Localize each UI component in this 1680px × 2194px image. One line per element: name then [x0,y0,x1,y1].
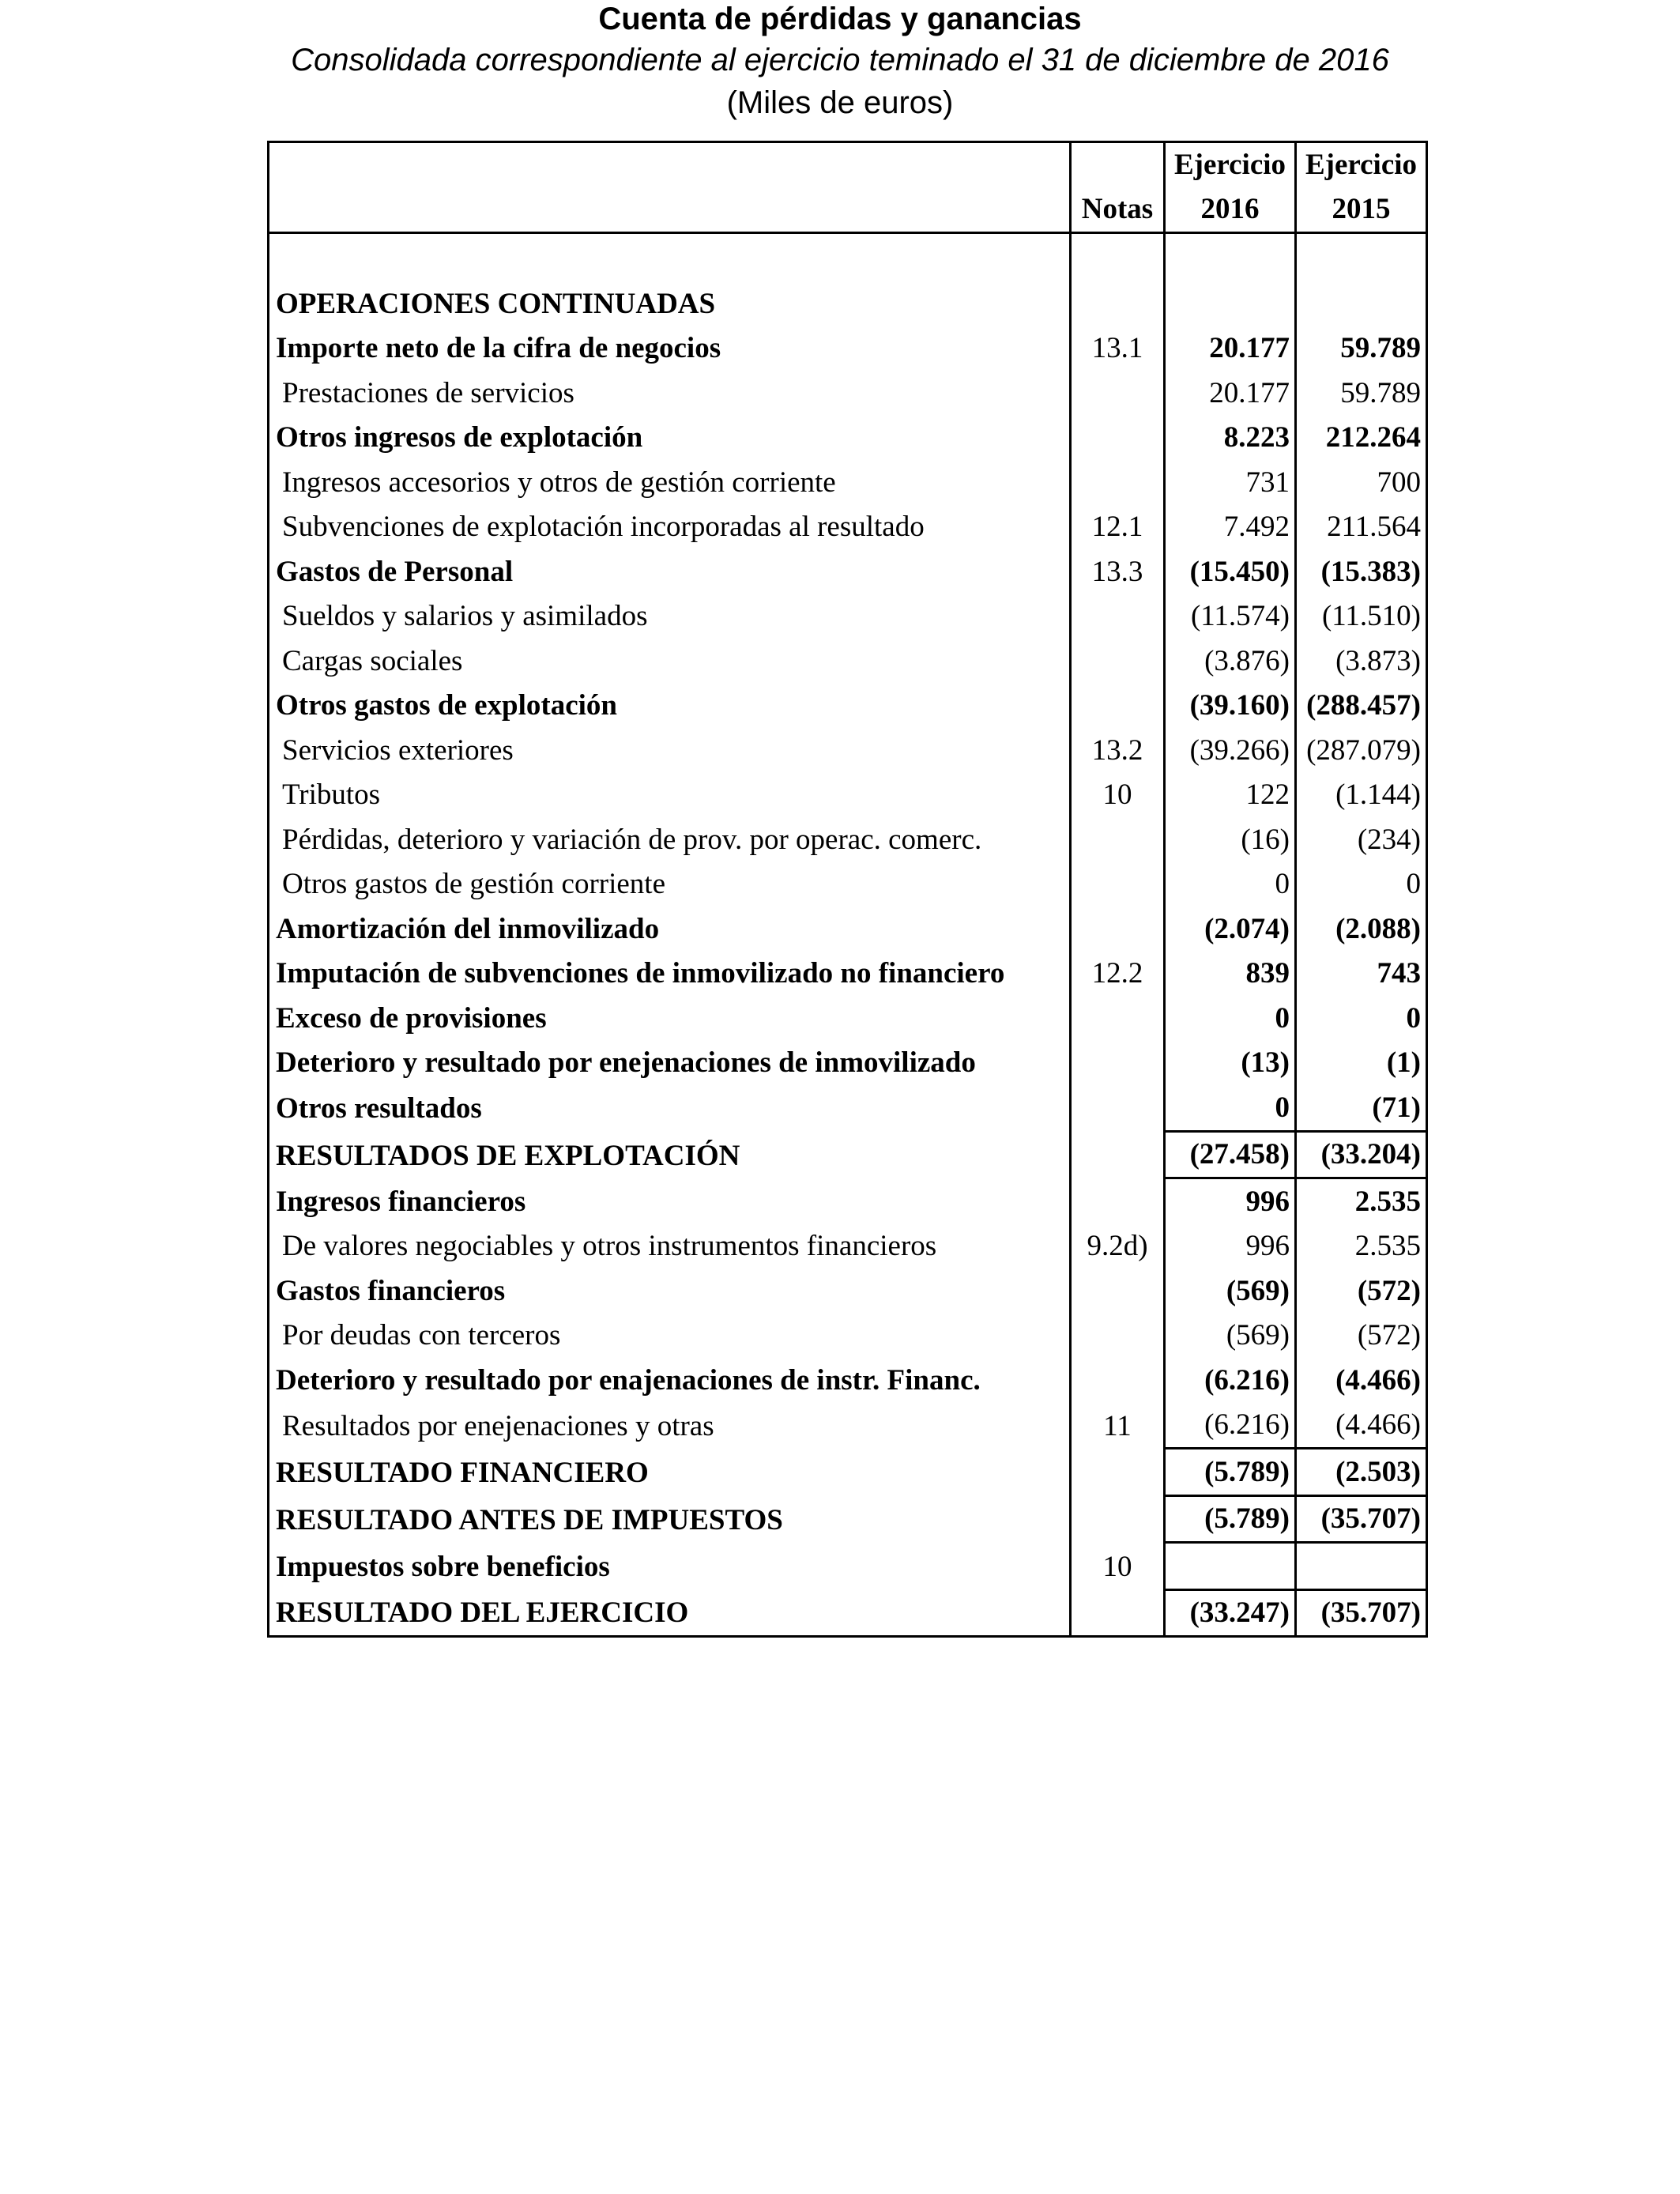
row-value-2016: (13) [1165,1041,1296,1086]
row-notas [1071,281,1165,326]
row-notas: 10 [1071,773,1165,818]
row-label: Subvenciones de explotación incorporadas al resultado [269,505,1071,550]
row-value-2015: 743 [1296,952,1427,997]
row-value-2016: 8.223 [1165,416,1296,461]
header-label-cell [269,142,1071,233]
row-value-2016: (6.216) [1165,1403,1296,1449]
row-value-2016: 996 [1165,1224,1296,1269]
table-row [269,505,1427,550]
row-value-2016: (3.876) [1165,639,1296,684]
table-row [269,728,1427,773]
row-value-2016: (15.450) [1165,549,1296,594]
row-value-2016: (39.160) [1165,684,1296,729]
table-row [269,862,1427,907]
table-row [269,1224,1427,1269]
row-notas [1071,594,1165,639]
row-label: RESULTADO FINANCIERO [269,1449,1071,1496]
table-row [269,773,1427,818]
row-notas [1071,371,1165,416]
header-year-2016-bottom: 2016 [1200,193,1260,225]
row-value-2015: (287.079) [1296,728,1427,773]
row-value-2015: (4.466) [1296,1403,1427,1449]
table-row [269,1358,1427,1403]
row-value-2016: (5.789) [1165,1495,1296,1543]
row-notas [1071,1449,1165,1496]
row-value-2015: (11.510) [1296,594,1427,639]
row-value-2016: (11.574) [1165,594,1296,639]
table-row [269,416,1427,461]
table-row [269,1269,1427,1314]
row-value-2015: (15.383) [1296,549,1427,594]
row-notas [1071,1314,1165,1359]
row-label: Imputación de subvenciones de inmovilizado no financiero [269,952,1071,997]
row-notas [1071,416,1165,461]
row-label: Pérdidas, deterioro y variación de prov. por operac. comerc. [269,817,1071,862]
row-label: Exceso de provisiones [269,996,1071,1041]
row-value-2015: 211.564 [1296,505,1427,550]
row-label: Gastos de Personal [269,549,1071,594]
row-label: Sueldos y salarios y asimilados [269,594,1071,639]
header-year-2015 [1296,142,1427,233]
table-row [269,326,1427,371]
row-label: Resultados por enejenaciones y otras [269,1403,1071,1449]
table-row [269,281,1427,326]
table-row [269,996,1427,1041]
row-notas [1071,1178,1165,1224]
row-value-2015: (33.204) [1296,1131,1427,1178]
row-value-2016 [1165,281,1296,326]
row-label: Cargas sociales [269,639,1071,684]
row-value-2015: (572) [1296,1269,1427,1314]
table-row [269,639,1427,684]
table-row [269,1314,1427,1359]
row-value-2015: (35.707) [1296,1495,1427,1543]
table-row [269,1543,1427,1590]
header-notas [1071,142,1165,233]
table-row [269,684,1427,729]
row-value-2016: (39.266) [1165,728,1296,773]
row-notas: 13.1 [1071,326,1165,371]
table-header-row [269,142,1427,233]
row-label: Servicios exteriores [269,728,1071,773]
table-row [269,371,1427,416]
row-notas [1071,639,1165,684]
row-label: Ingresos financieros [269,1178,1071,1224]
table-row [269,1403,1427,1449]
subtotal-row [269,1131,1427,1178]
row-value-2016: (2.074) [1165,907,1296,952]
row-value-2015: (3.873) [1296,639,1427,684]
row-notas [1071,907,1165,952]
statement-units: (Miles de euros) [726,85,954,120]
row-value-2015: 0 [1296,996,1427,1041]
row-notas: 13.2 [1071,728,1165,773]
row-value-2016: 731 [1165,460,1296,505]
row-value-2015: (2.503) [1296,1449,1427,1496]
row-value-2016: 0 [1165,1085,1296,1131]
row-label: Prestaciones de servicios [269,371,1071,416]
row-value-2015: 59.789 [1296,326,1427,371]
row-value-2015: 59.789 [1296,371,1427,416]
row-value-2015: 0 [1296,862,1427,907]
row-value-2015: (234) [1296,817,1427,862]
income-statement-table [267,141,1428,1638]
table-row [269,460,1427,505]
row-value-2015: (572) [1296,1314,1427,1359]
row-value-2016: 996 [1165,1178,1296,1224]
row-value-2016: 20.177 [1165,326,1296,371]
row-label: Otros gastos de gestión corriente [269,862,1071,907]
row-value-2015 [1296,281,1427,326]
row-value-2016: (16) [1165,817,1296,862]
row-value-2015: (1.144) [1296,773,1427,818]
row-value-2016: 0 [1165,996,1296,1041]
row-value-2016: (27.458) [1165,1131,1296,1178]
statement-subtitle: Consolidada correspondiente al ejercicio teminado el 31 de diciembre de 2016 [291,43,1389,77]
row-value-2015 [1296,1543,1427,1590]
row-label: Ingresos accesorios y otros de gestión corriente [269,460,1071,505]
row-notas: 13.3 [1071,549,1165,594]
row-value-2016: (569) [1165,1269,1296,1314]
row-value-2015: (4.466) [1296,1358,1427,1403]
row-label: Deterioro y resultado por enejenaciones de inmovilizado [269,1041,1071,1086]
header-year-2016 [1165,142,1296,233]
row-notas [1071,1131,1165,1178]
row-notas [1071,1269,1165,1314]
row-notas [1071,460,1165,505]
table-row [269,817,1427,862]
row-value-2016: (33.247) [1165,1589,1296,1637]
table-row [269,549,1427,594]
row-notas: 10 [1071,1543,1165,1590]
row-value-2015: (71) [1296,1085,1427,1131]
row-label: Amortización del inmovilizado [269,907,1071,952]
row-notas [1071,684,1165,729]
table-row [269,594,1427,639]
row-value-2016: (6.216) [1165,1358,1296,1403]
row-label: Gastos financieros [269,1269,1071,1314]
row-label: De valores negociables y otros instrumentos financieros [269,1224,1071,1269]
row-notas [1071,1085,1165,1131]
total-row [269,1589,1427,1637]
row-label: Impuestos sobre beneficios [269,1543,1071,1590]
row-value-2016: (569) [1165,1314,1296,1359]
row-notas [1071,1041,1165,1086]
row-value-2015: (2.088) [1296,907,1427,952]
row-notas [1071,1589,1165,1637]
header-year-2015-bottom: 2015 [1332,193,1391,225]
row-label: RESULTADO DEL EJERCICIO [269,1589,1071,1637]
row-notas [1071,1495,1165,1543]
row-label: RESULTADO ANTES DE IMPUESTOS [269,1495,1071,1543]
row-notas [1071,1358,1165,1403]
row-value-2015: 212.264 [1296,416,1427,461]
row-value-2015: (1) [1296,1041,1427,1086]
row-notas [1071,817,1165,862]
row-notas: 11 [1071,1403,1165,1449]
row-value-2016 [1165,1543,1296,1590]
subtotal-row [269,1449,1427,1496]
row-value-2016: 0 [1165,862,1296,907]
row-notas [1071,862,1165,907]
row-label: Por deudas con terceros [269,1314,1071,1359]
table-row [269,952,1427,997]
row-label: Importe neto de la cifra de negocios [269,326,1071,371]
row-label: Otros ingresos de explotación [269,416,1071,461]
row-notas: 12.2 [1071,952,1165,997]
row-value-2016: 20.177 [1165,371,1296,416]
row-value-2015: (35.707) [1296,1589,1427,1637]
statement-title: Cuenta de pérdidas y ganancias [598,2,1082,36]
row-value-2015: 2.535 [1296,1178,1427,1224]
header-year-2015-top: Ejercicio [1305,149,1418,181]
row-label: OPERACIONES CONTINUADAS [269,281,1071,326]
row-notas [1071,996,1165,1041]
row-label: Deterioro y resultado por enajenaciones de instr. Financ. [269,1358,1071,1403]
spacer-row [269,233,1427,282]
row-value-2016: 7.492 [1165,505,1296,550]
header-year-2016-top: Ejercicio [1173,149,1286,181]
row-label: Otros resultados [269,1085,1071,1131]
row-value-2016: 839 [1165,952,1296,997]
header-notas-label: Notas [1081,193,1154,225]
table-row [269,907,1427,952]
row-label: RESULTADOS DE EXPLOTACIÓN [269,1131,1071,1178]
table-row [269,1178,1427,1224]
row-value-2016: (5.789) [1165,1449,1296,1496]
table-row [269,1041,1427,1086]
row-label: Otros gastos de explotación [269,684,1071,729]
row-label: Tributos [269,773,1071,818]
row-value-2015: 2.535 [1296,1224,1427,1269]
row-value-2015: (288.457) [1296,684,1427,729]
table-row [269,1085,1427,1131]
subtotal-row [269,1495,1427,1543]
row-notas: 12.1 [1071,505,1165,550]
row-value-2015: 700 [1296,460,1427,505]
row-notas: 9.2d) [1071,1224,1165,1269]
row-value-2016: 122 [1165,773,1296,818]
